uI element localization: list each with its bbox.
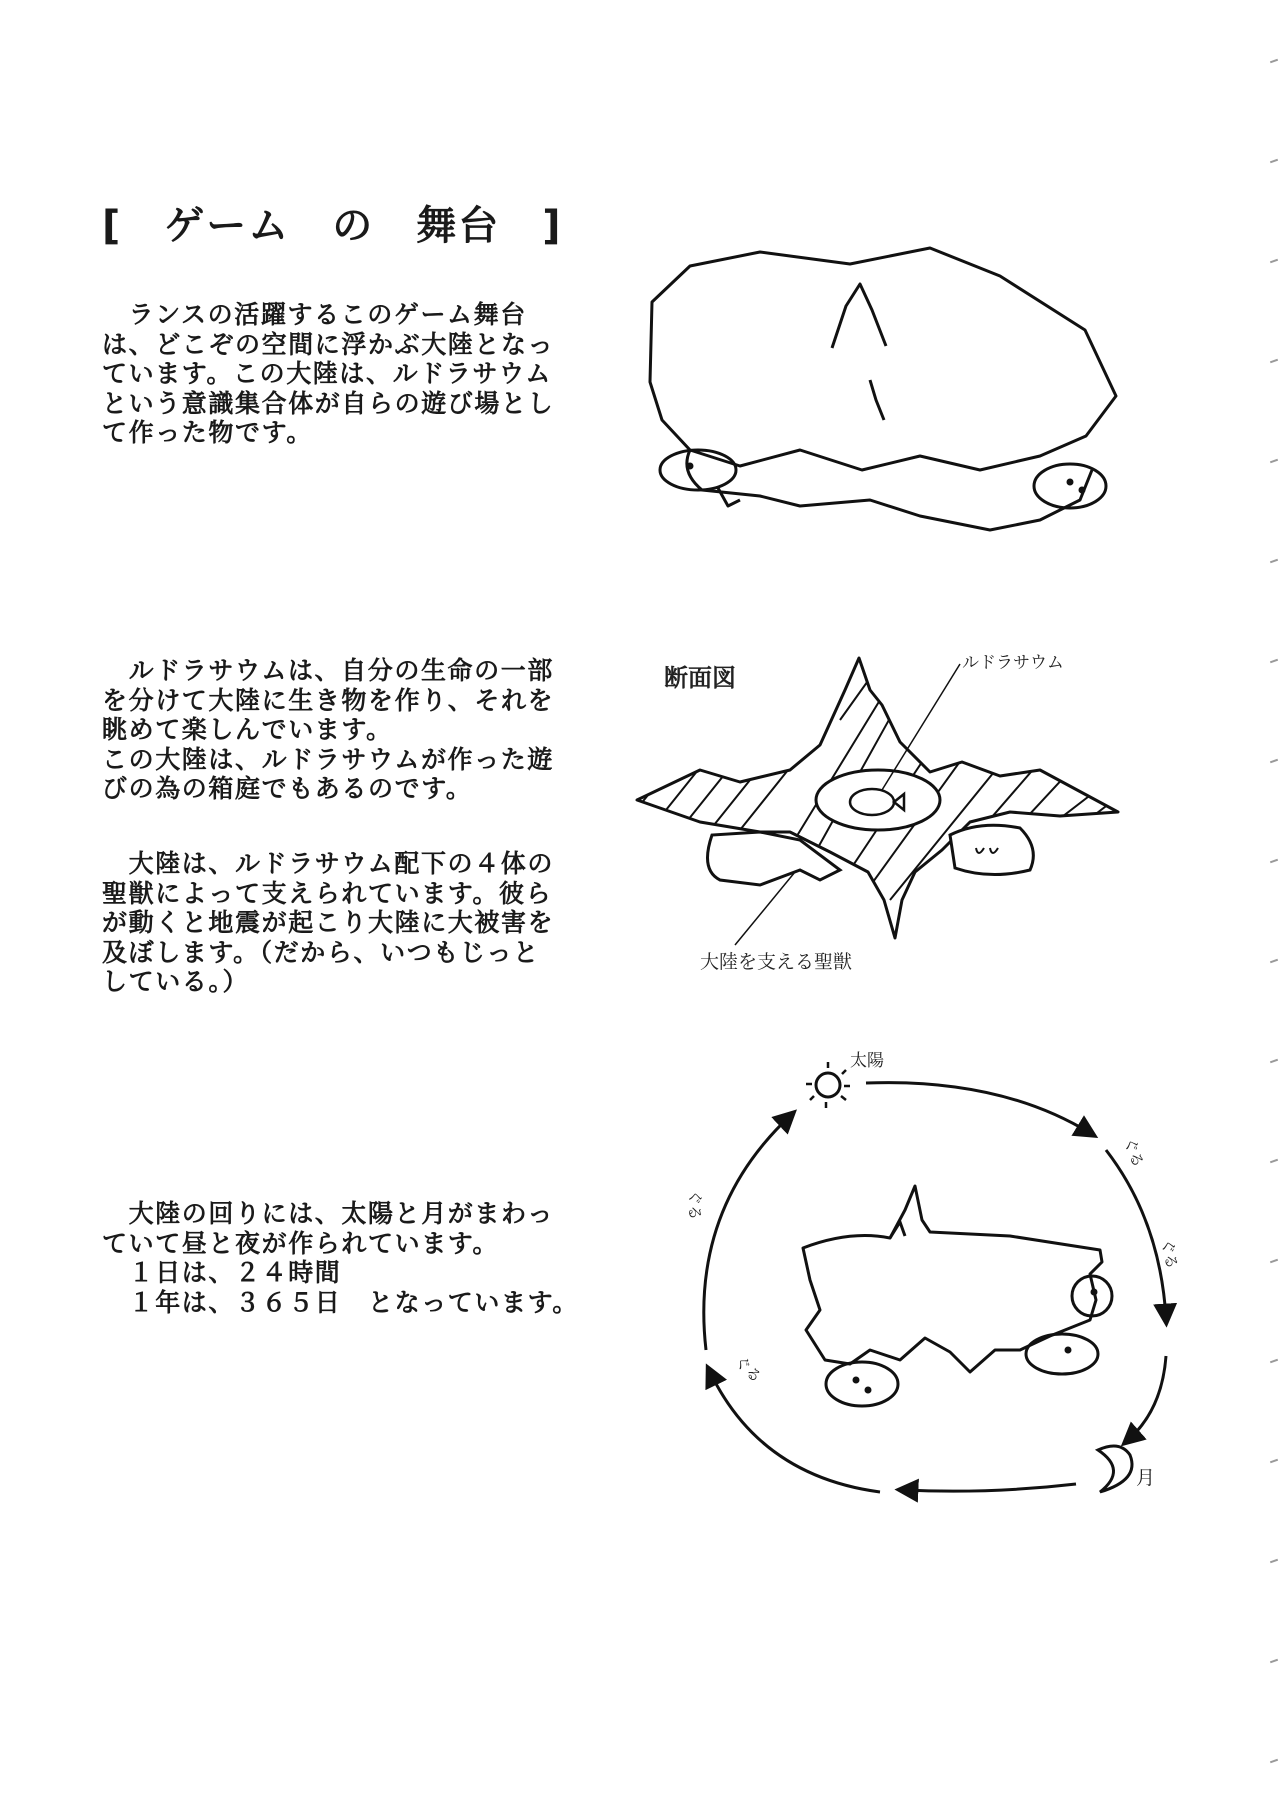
- text-line: て作った物です。: [102, 418, 313, 447]
- text-line: この大陸は、ルドラサウムが作った遊: [102, 744, 554, 774]
- label-spin: ぐる: [686, 1190, 704, 1221]
- text-line: ルドラサウムは、自分の生命の一部: [102, 656, 554, 685]
- label-spin: ぐる: [731, 1352, 766, 1387]
- holy-beast-left: [708, 832, 841, 885]
- label-holy-beasts: 大陸を支える聖獣: [700, 951, 853, 973]
- text-line: １年は、３６５日 となっています。: [102, 1287, 579, 1317]
- sun-moon-cycle-drawing: [704, 1062, 1166, 1492]
- page-title: [ ゲーム の 舞台 ]: [102, 203, 563, 249]
- moon-icon: [1098, 1446, 1132, 1492]
- text-line: している。）: [102, 967, 250, 996]
- text-line: を分けて大陸に生き物を作り、それを: [102, 685, 555, 715]
- cross-section-heading: 断面図: [664, 664, 736, 692]
- label-spin: ぐる: [1120, 1135, 1148, 1170]
- label-moon: 月: [1136, 1467, 1156, 1489]
- sun-icon: [816, 1073, 840, 1097]
- label-sun: 太陽: [850, 1051, 884, 1071]
- page-edge-binding-marks: [1268, 0, 1280, 1817]
- text-line: １日は、２４時間: [102, 1258, 342, 1287]
- text-line: ています。この大陸は、ルドラサウム: [102, 359, 552, 388]
- text-line: が動くと地震が起こり大陸に大被害を: [102, 908, 555, 937]
- text-line: は、どこぞの空間に浮かぶ大陸となっ: [102, 329, 555, 359]
- text-line: という意識集合体が自らの遊び場とし: [102, 388, 555, 418]
- text-line: ていて昼と夜が作られています。: [102, 1228, 500, 1258]
- label-rudrasaum: ルドラサウム: [962, 653, 1064, 673]
- text-line: 聖獣によって支えられています。彼ら: [102, 878, 553, 908]
- text-line: びの為の箱庭でもあるのです。: [102, 774, 473, 803]
- label-spin: ぐる: [1158, 1237, 1181, 1271]
- text-line: 大陸は、ルドラサウム配下の４体の: [102, 849, 554, 878]
- floating-continent-drawing: [650, 248, 1116, 530]
- holy-beast-right: [950, 825, 1033, 874]
- cross-section-drawing: [620, 640, 1140, 973]
- text-line: 大陸の回りには、太陽と月がまわっ: [102, 1199, 554, 1228]
- text-line: 眺めて楽しんでいます。: [102, 715, 393, 744]
- text-line: ランスの活躍するこのゲーム舞台: [102, 300, 527, 329]
- text-line: 及ぼします。（だから、いつもじっと: [102, 937, 540, 967]
